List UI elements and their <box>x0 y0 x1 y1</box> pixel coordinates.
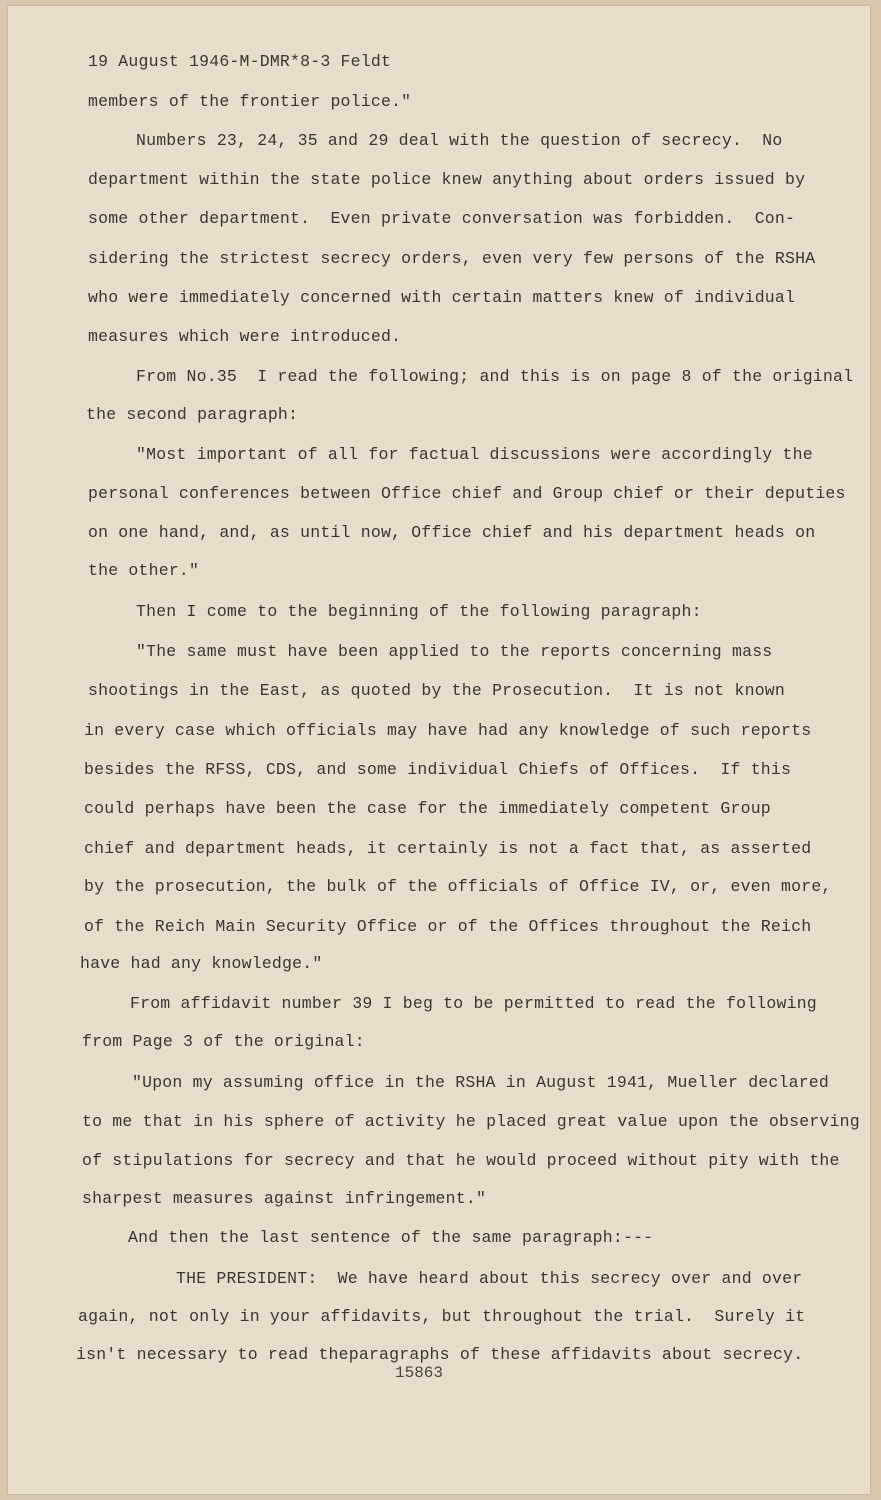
text-line-24: From affidavit number 39 I beg to be permitted to read the following <box>130 994 817 1013</box>
text-line-14: Then I come to the beginning of the following paragraph: <box>136 602 702 621</box>
text-line-2: Numbers 23, 24, 35 and 29 deal with the question of secrecy. No <box>136 131 783 150</box>
page-number: 15863 <box>395 1364 444 1382</box>
text-line-20: chief and department heads, it certainly is not a fact that, as asserted <box>84 839 812 858</box>
text-line-8: From No.35 I read the following; and this is on page 8 of the original <box>136 367 854 386</box>
text-line-29: sharpest measures against infringement." <box>82 1189 487 1208</box>
text-line-12: on one hand, and, as until now, Office chief and his department heads on <box>88 523 816 542</box>
text-line-27: to me that in his sphere of activity he placed great value upon the observing <box>82 1112 860 1131</box>
text-line-18: besides the RFSS, CDS, and some individual Chiefs of Offices. If this <box>84 760 792 779</box>
page-header: 19 August 1946-M-DMR*8-3 Feldt <box>88 52 392 71</box>
text-line-16: shootings in the East, as quoted by the Prosecution. It is not known <box>88 681 786 700</box>
text-line-7: measures which were introduced. <box>88 327 402 346</box>
text-line-15: "The same must have been applied to the reports concerning mass <box>136 642 773 661</box>
text-line-5: sidering the strictest secrecy orders, even very few persons of the RSHA <box>88 249 816 268</box>
text-line-30: And then the last sentence of the same paragraph:--- <box>128 1228 654 1247</box>
text-line-13: the other." <box>88 561 200 580</box>
text-line-17: in every case which officials may have had any knowledge of such reports <box>84 721 812 740</box>
text-line-32: again, not only in your affidavits, but throughout the trial. Surely it <box>78 1307 806 1326</box>
text-line-23: have had any knowledge." <box>80 954 323 973</box>
text-line-10: "Most important of all for factual discussions were accordingly the <box>136 445 813 464</box>
text-line-28: of stipulations for secrecy and that he would proceed without pity with the <box>82 1151 840 1170</box>
text-line-6: who were immediately concerned with certain matters knew of individual <box>88 288 796 307</box>
text-line-4: some other department. Even private conversation was forbidden. Con- <box>88 209 796 228</box>
text-line-21: by the prosecution, the bulk of the officials of Office IV, or, even more, <box>84 877 832 896</box>
text-line-26: "Upon my assuming office in the RSHA in August 1941, Mueller declared <box>132 1073 830 1092</box>
text-line-22: of the Reich Main Security Office or of the Offices throughout the Reich <box>84 917 812 936</box>
text-line-33: isn't necessary to read theparagraphs of these affidavits about secrecy. <box>76 1345 804 1364</box>
text-line-19: could perhaps have been the case for the immediately competent Group <box>84 799 771 818</box>
text-line-31: THE PRESIDENT: We have heard about this secrecy over and over <box>176 1269 803 1288</box>
text-line-3: department within the state police knew anything about orders issued by <box>88 170 806 189</box>
text-line-9: the second paragraph: <box>86 405 299 424</box>
text-line-25: from Page 3 of the original: <box>82 1032 365 1051</box>
text-line-11: personal conferences between Office chief and Group chief or their deputies <box>88 484 846 503</box>
text-line-1: members of the frontier police." <box>88 92 412 111</box>
